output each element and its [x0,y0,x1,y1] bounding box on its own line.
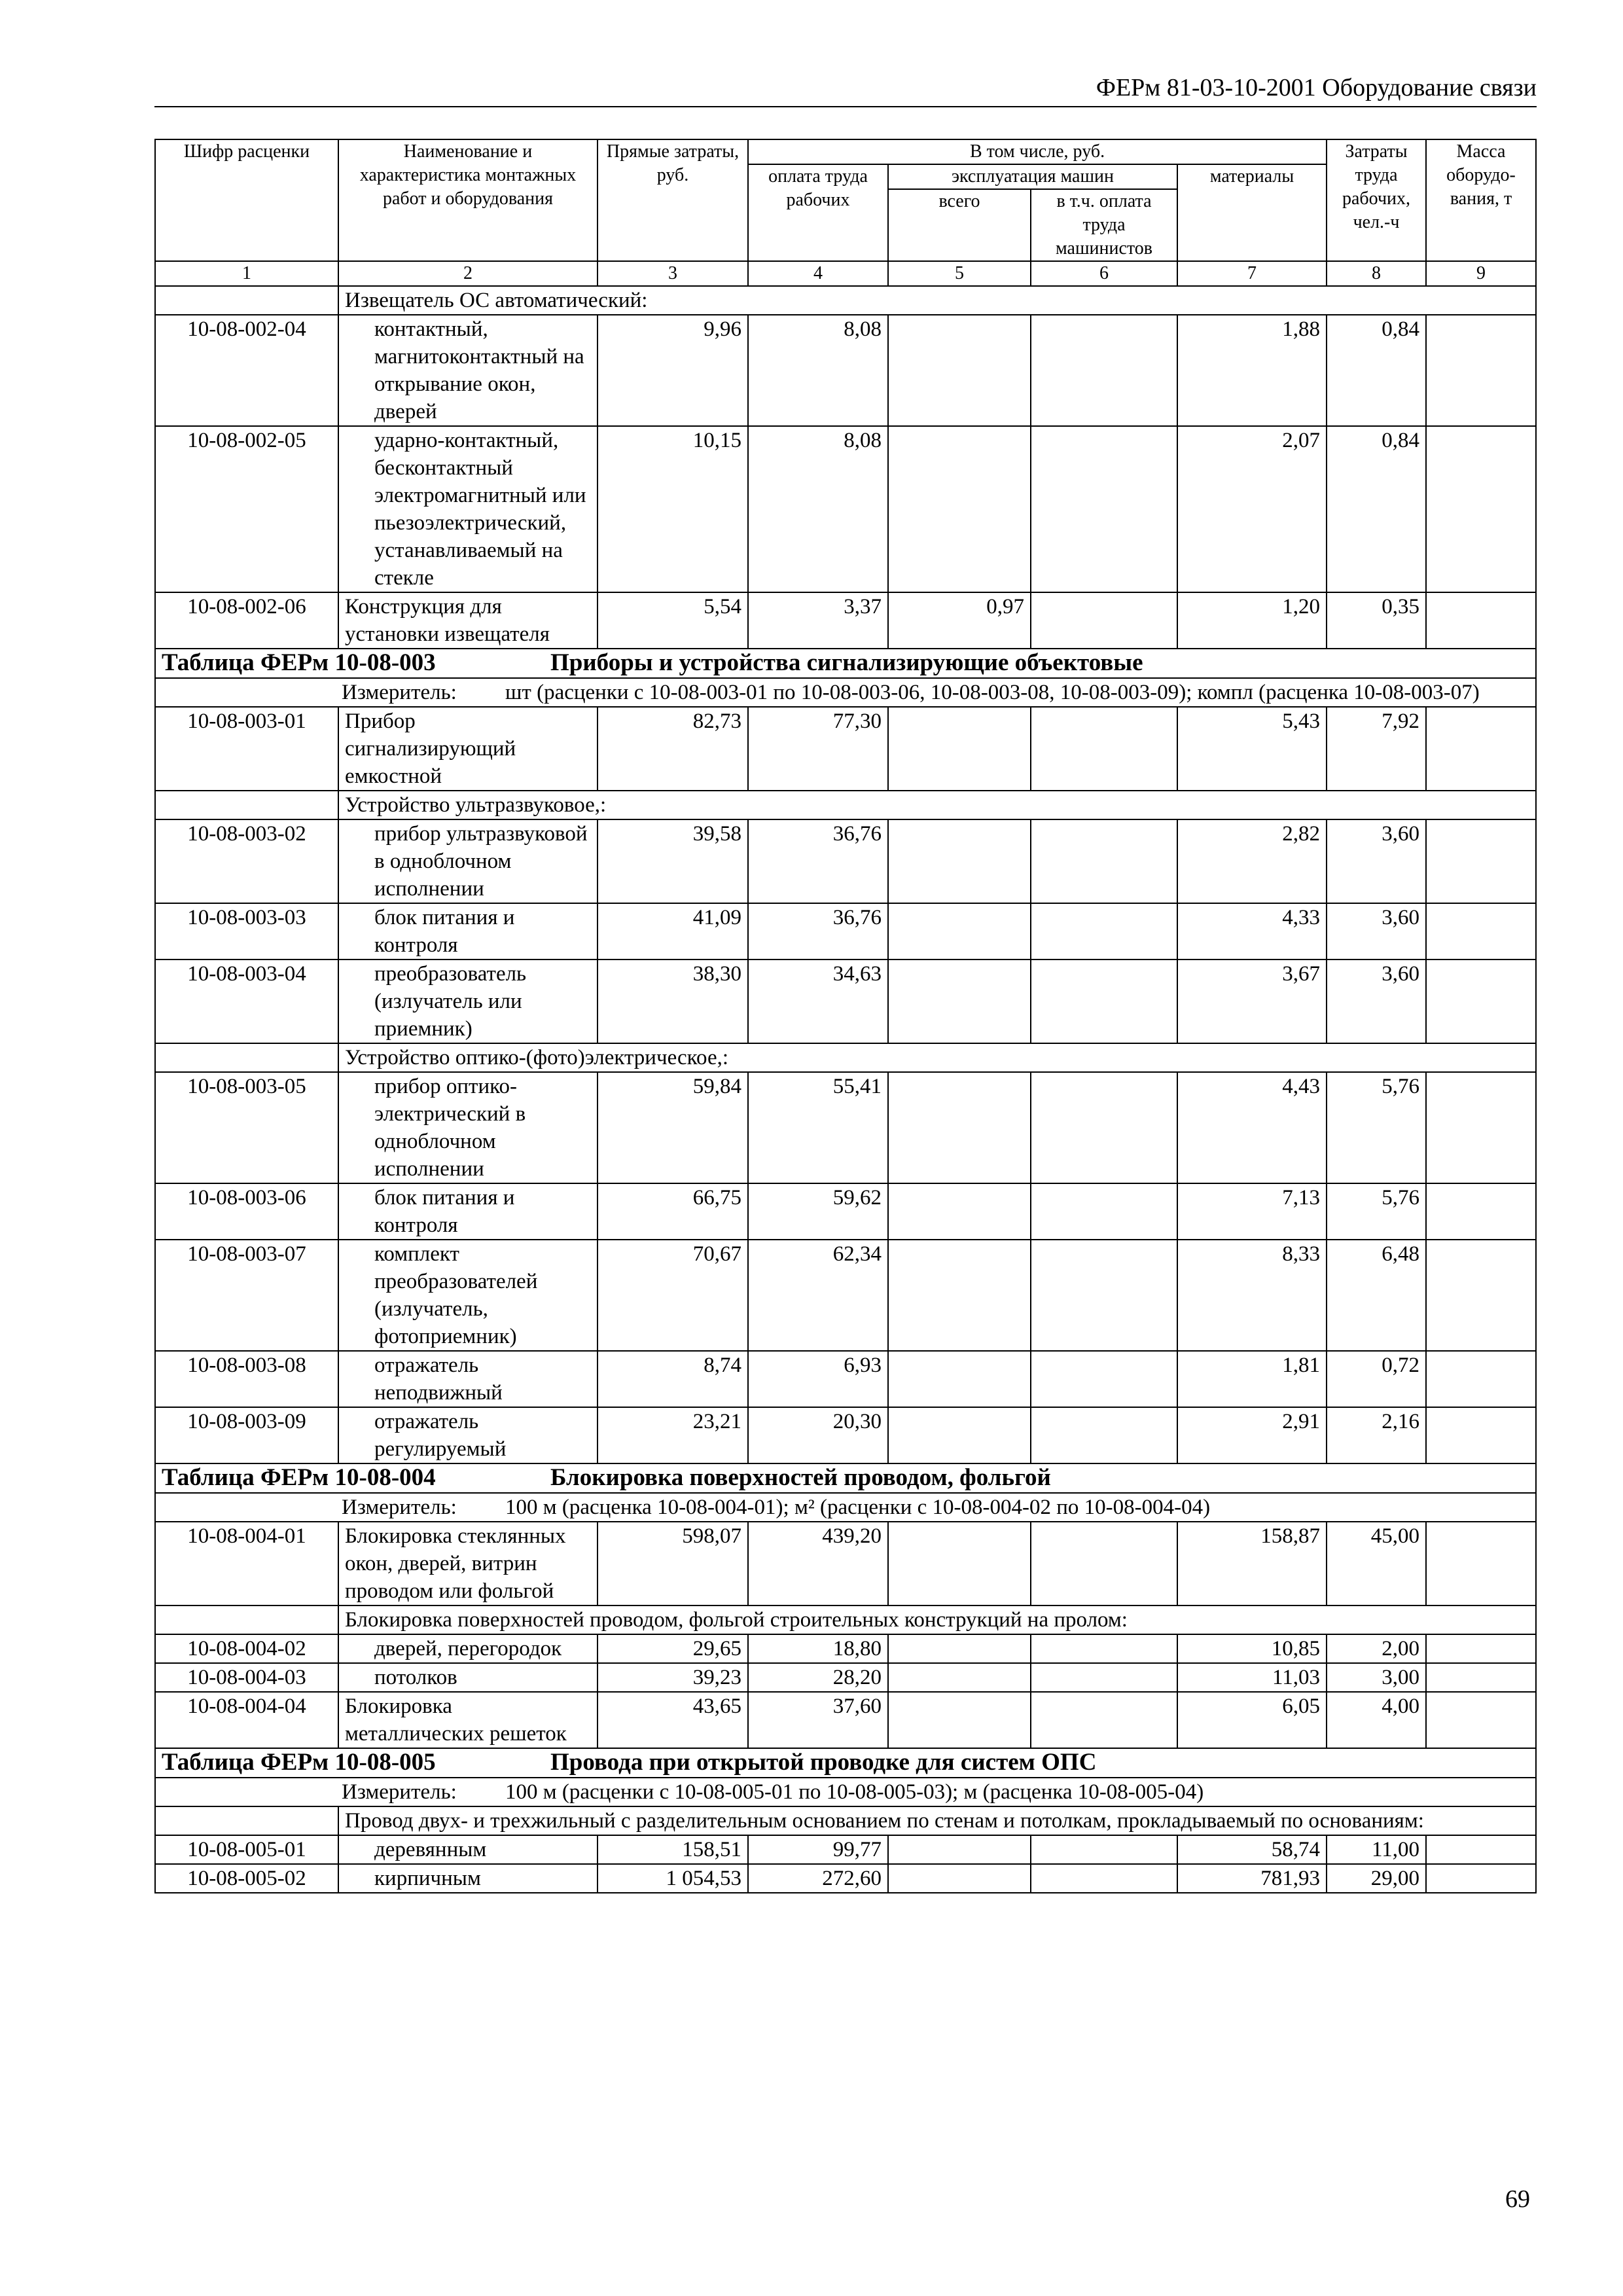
work-name: контактный, магнитоконтактный на открывание окон, дверей [338,315,597,426]
machines-total [888,707,1031,791]
machines-total [888,819,1031,903]
machines-total [888,1835,1031,1864]
work-name: ударно-контактный, бесконтактный электромагнитный или пьезоэлектрический, устанавливаемый на стекле [338,426,597,592]
labor-hours: 2,00 [1327,1634,1426,1663]
equipment-mass [1426,1351,1536,1407]
work-name: Блокировка металлических решеток [338,1692,597,1748]
table-row [155,903,1536,960]
worker-wages: 34,63 [748,960,888,1043]
machinist-wages [1031,707,1177,791]
hdr-direct: Прямые затраты, руб. [597,139,748,261]
worker-wages: 8,08 [748,315,888,426]
materials-cost: 58,74 [1177,1835,1327,1864]
work-name: прибор оптико-электрический в одноблочном исполнении [338,1072,597,1183]
table-label: Таблица ФЕРм 10-08-003 [162,649,436,676]
labor-hours: 7,92 [1327,707,1426,791]
work-name: отражатель регулируемый [338,1407,597,1463]
hdr-mass: Масса оборудо-вания, т [1426,139,1536,261]
work-name: блок питания и контроля [338,903,597,960]
worker-wages: 99,77 [748,1835,888,1864]
labor-hours: 3,60 [1327,960,1426,1043]
col-num: 1 [155,261,338,286]
labor-hours: 4,00 [1327,1692,1426,1748]
worker-wages: 3,37 [748,592,888,649]
machines-total [888,960,1031,1043]
table-row [155,1407,1536,1463]
rate-code: 10-08-003-01 [155,707,338,791]
meter-text: 100 м (расценка 10-08-004-01); м² (расценки с 10-08-004-02 по 10-08-004-04) [505,1496,1211,1519]
group-row [155,1043,1536,1072]
machinist-wages [1031,1072,1177,1183]
work-name: кирпичным [338,1864,597,1893]
table-row [155,1183,1536,1240]
equipment-mass [1426,1240,1536,1351]
materials-cost: 8,33 [1177,1240,1327,1351]
direct-costs: 59,84 [597,1072,748,1183]
labor-hours: 3,60 [1327,819,1426,903]
rate-code: 10-08-004-03 [155,1663,338,1692]
labor-hours: 0,72 [1327,1351,1426,1407]
group-row [155,1806,1536,1835]
rate-code: 10-08-002-06 [155,592,338,649]
machinist-wages [1031,1183,1177,1240]
group-row [155,286,1536,315]
work-name: комплект преобразователей (излучатель, фотоприемник) [338,1240,597,1351]
group-heading: Устройство оптико-(фото)электрическое,: [338,1043,1536,1072]
equipment-mass [1426,1864,1536,1893]
equipment-mass [1426,1692,1536,1748]
meter-row [155,678,1536,707]
labor-hours: 3,60 [1327,903,1426,960]
labor-hours: 11,00 [1327,1835,1426,1864]
hdr-code: Шифр расценки [155,139,338,261]
table-row [155,1663,1536,1692]
direct-costs: 23,21 [597,1407,748,1463]
col-num: 6 [1031,261,1177,286]
materials-cost: 2,91 [1177,1407,1327,1463]
work-name: потолков [338,1663,597,1692]
meter-label: Измеритель: [342,681,457,704]
materials-cost: 11,03 [1177,1663,1327,1692]
rate-code: 10-08-003-04 [155,960,338,1043]
machinist-wages [1031,1835,1177,1864]
equipment-mass [1426,1634,1536,1663]
worker-wages: 59,62 [748,1183,888,1240]
rate-code: 10-08-004-04 [155,1692,338,1748]
worker-wages: 20,30 [748,1407,888,1463]
equipment-mass [1426,592,1536,649]
group-heading: Извещатель ОС автоматический: [338,286,1536,315]
machinist-wages [1031,960,1177,1043]
materials-cost: 10,85 [1177,1634,1327,1663]
machinist-wages [1031,819,1177,903]
machinist-wages [1031,315,1177,426]
equipment-mass [1426,1835,1536,1864]
machines-total [888,1351,1031,1407]
labor-hours: 6,48 [1327,1240,1426,1351]
work-name: Блокировка стеклянных окон, дверей, витрин проводом или фольгой [338,1522,597,1605]
header-rule [154,106,1537,107]
work-name: блок питания и контроля [338,1183,597,1240]
worker-wages: 55,41 [748,1072,888,1183]
table-row [155,707,1536,791]
machines-total [888,1183,1031,1240]
direct-costs: 82,73 [597,707,748,791]
materials-cost: 3,67 [1177,960,1327,1043]
worker-wages: 36,76 [748,819,888,903]
equipment-mass [1426,960,1536,1043]
machinist-wages [1031,1407,1177,1463]
worker-wages: 37,60 [748,1692,888,1748]
group-heading: Провод двух- и трехжильный с разделительным основанием по стенам и потолкам, прокладываемый по основаниям: [338,1806,1536,1835]
table-row [155,426,1536,592]
machinist-wages [1031,903,1177,960]
direct-costs: 66,75 [597,1183,748,1240]
machines-total [888,1864,1031,1893]
meter-row [155,1493,1536,1522]
col-num: 2 [338,261,597,286]
rate-code: 10-08-003-03 [155,903,338,960]
labor-hours: 45,00 [1327,1522,1426,1605]
hdr-labor: Затраты труда рабочих, чел.-ч [1327,139,1426,261]
machines-total [888,426,1031,592]
col-num: 4 [748,261,888,286]
machinist-wages [1031,1692,1177,1748]
machines-total [888,315,1031,426]
worker-wages: 439,20 [748,1522,888,1605]
direct-costs: 41,09 [597,903,748,960]
hdr-machines-total: всего [888,189,1031,261]
hdr-wages: оплата труда рабочих [748,164,888,261]
rate-code: 10-08-004-01 [155,1522,338,1605]
rate-code: 10-08-003-02 [155,819,338,903]
equipment-mass [1426,426,1536,592]
equipment-mass [1426,1407,1536,1463]
labor-hours: 2,16 [1327,1407,1426,1463]
labor-hours: 29,00 [1327,1864,1426,1893]
materials-cost: 1,88 [1177,315,1327,426]
hdr-including: В том числе, руб. [748,139,1327,164]
rates-table [154,139,1537,1893]
rate-code: 10-08-003-06 [155,1183,338,1240]
hdr-machines: эксплуатация машин [888,164,1177,189]
table-title-row [155,649,1536,678]
meter-label: Измеритель: [342,1780,457,1804]
machinist-wages [1031,1351,1177,1407]
table-title-row [155,1748,1536,1778]
worker-wages: 272,60 [748,1864,888,1893]
worker-wages: 62,34 [748,1240,888,1351]
work-name: Прибор сигнализирующий емкостной [338,707,597,791]
rate-code: 10-08-004-02 [155,1634,338,1663]
direct-costs: 43,65 [597,1692,748,1748]
group-row [155,791,1536,819]
work-name: дверей, перегородок [338,1634,597,1663]
materials-cost: 7,13 [1177,1183,1327,1240]
column-numbers-row [155,261,1536,286]
table-row [155,1351,1536,1407]
machines-total [888,1663,1031,1692]
table-label: Таблица ФЕРм 10-08-005 [162,1749,436,1776]
labor-hours: 5,76 [1327,1072,1426,1183]
equipment-mass [1426,707,1536,791]
materials-cost: 781,93 [1177,1864,1327,1893]
work-name: преобразователь (излучатель или приемник) [338,960,597,1043]
materials-cost: 5,43 [1177,707,1327,791]
table-row [155,1634,1536,1663]
materials-cost: 4,43 [1177,1072,1327,1183]
labor-hours: 5,76 [1327,1183,1426,1240]
materials-cost: 4,33 [1177,903,1327,960]
col-num: 3 [597,261,748,286]
worker-wages: 8,08 [748,426,888,592]
table-row [155,1692,1536,1748]
work-name: Конструкция для установки извещателя [338,592,597,649]
header-row-1 [155,139,1536,164]
direct-costs: 39,23 [597,1663,748,1692]
materials-cost: 1,81 [1177,1351,1327,1407]
col-num: 9 [1426,261,1536,286]
table-row [155,1522,1536,1605]
table-row [155,315,1536,426]
equipment-mass [1426,1522,1536,1605]
machines-total [888,903,1031,960]
rate-code: 10-08-002-05 [155,426,338,592]
machines-total [888,1072,1031,1183]
table-row [155,1240,1536,1351]
labor-hours: 0,84 [1327,315,1426,426]
col-num: 5 [888,261,1031,286]
rate-code: 10-08-005-02 [155,1864,338,1893]
equipment-mass [1426,903,1536,960]
direct-costs: 5,54 [597,592,748,649]
labor-hours: 3,00 [1327,1663,1426,1692]
table-row [155,1864,1536,1893]
worker-wages: 36,76 [748,903,888,960]
direct-costs: 8,74 [597,1351,748,1407]
work-name: отражатель неподвижный [338,1351,597,1407]
col-num: 8 [1327,261,1426,286]
materials-cost: 2,82 [1177,819,1327,903]
equipment-mass [1426,819,1536,903]
equipment-mass [1426,1663,1536,1692]
direct-costs: 1 054,53 [597,1864,748,1893]
machinist-wages [1031,1663,1177,1692]
col-num: 7 [1177,261,1327,286]
rate-code: 10-08-003-07 [155,1240,338,1351]
materials-cost: 1,20 [1177,592,1327,649]
direct-costs: 10,15 [597,426,748,592]
machinist-wages [1031,1240,1177,1351]
meter-row [155,1778,1536,1806]
table-label: Таблица ФЕРм 10-08-004 [162,1464,436,1491]
work-name: прибор ультразвуковой в одноблочном исполнении [338,819,597,903]
meter-label: Измеритель: [342,1496,457,1519]
rate-code: 10-08-003-08 [155,1351,338,1407]
meter-text: шт (расценки с 10-08-003-01 по 10-08-003-06, 10-08-003-08, 10-08-003-09); компл (расценка 10-08-003-07) [505,681,1480,704]
worker-wages: 28,20 [748,1663,888,1692]
machinist-wages [1031,1522,1177,1605]
materials-cost: 158,87 [1177,1522,1327,1605]
running-header: ФЕРм 81-03-10-2001 Оборудование связи [1096,74,1537,101]
worker-wages: 77,30 [748,707,888,791]
table-title: Блокировка поверхностей проводом, фольгой [550,1464,1051,1491]
direct-costs: 70,67 [597,1240,748,1351]
direct-costs: 39,58 [597,819,748,903]
machines-total [888,1522,1031,1605]
equipment-mass [1426,1183,1536,1240]
machinist-wages [1031,426,1177,592]
rate-code: 10-08-003-05 [155,1072,338,1183]
labor-hours: 0,35 [1327,592,1426,649]
machines-total [888,1634,1031,1663]
direct-costs: 598,07 [597,1522,748,1605]
work-name: деревянным [338,1835,597,1864]
direct-costs: 38,30 [597,960,748,1043]
table-title: Приборы и устройства сигнализирующие объектовые [550,649,1143,676]
worker-wages: 6,93 [748,1351,888,1407]
machines-total [888,1407,1031,1463]
table-row [155,592,1536,649]
table-title-row [155,1463,1536,1493]
equipment-mass [1426,315,1536,426]
table-row [155,1835,1536,1864]
group-row [155,1605,1536,1634]
labor-hours: 0,84 [1327,426,1426,592]
group-heading: Блокировка поверхностей проводом, фольгой строительных конструкций на пролом: [338,1605,1536,1634]
hdr-machinist-wages: в т.ч. оплата труда машинистов [1031,189,1177,261]
machinist-wages [1031,1634,1177,1663]
rate-code: 10-08-002-04 [155,315,338,426]
table-row [155,1072,1536,1183]
direct-costs: 158,51 [597,1835,748,1864]
table-row [155,960,1536,1043]
direct-costs: 9,96 [597,315,748,426]
machines-total: 0,97 [888,592,1031,649]
machines-total [888,1692,1031,1748]
materials-cost: 2,07 [1177,426,1327,592]
direct-costs: 29,65 [597,1634,748,1663]
group-heading: Устройство ультразвуковое,: [338,791,1536,819]
meter-text: 100 м (расценки с 10-08-005-01 по 10-08-005-03); м (расценка 10-08-005-04) [505,1780,1204,1804]
rate-code: 10-08-005-01 [155,1835,338,1864]
table-title: Провода при открытой проводке для систем ОПС [550,1749,1097,1776]
machinist-wages [1031,592,1177,649]
hdr-name: Наименование и характеристика монтажных работ и оборудования [338,139,597,261]
worker-wages: 18,80 [748,1634,888,1663]
machinist-wages [1031,1864,1177,1893]
rate-code: 10-08-003-09 [155,1407,338,1463]
equipment-mass [1426,1072,1536,1183]
table-row [155,819,1536,903]
page-number: 69 [1505,2185,1530,2213]
machines-total [888,1240,1031,1351]
materials-cost: 6,05 [1177,1692,1327,1748]
hdr-materials: материалы [1177,164,1327,261]
